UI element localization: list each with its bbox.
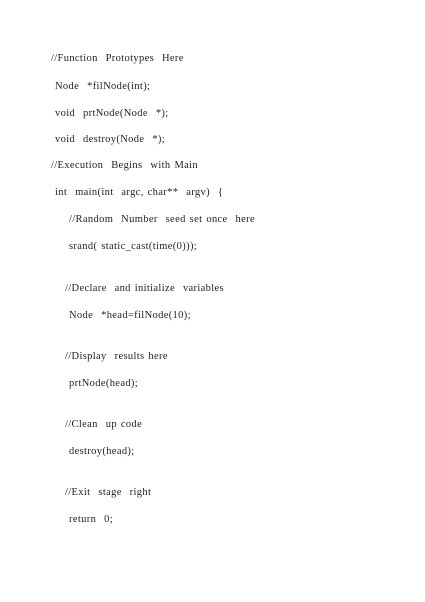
code-line: Node *head=filNode(10); xyxy=(69,310,191,321)
code-line: Node *filNode(int); xyxy=(55,81,151,92)
code-line: //Display results here xyxy=(65,351,168,362)
code-line: void destroy(Node *); xyxy=(55,134,166,145)
code-line: return 0; xyxy=(69,514,113,525)
code-line: //Clean up code xyxy=(65,419,143,430)
code-line: destroy(head); xyxy=(69,446,135,457)
code-line: //Exit stage right xyxy=(65,487,152,498)
code-line: prtNode(head); xyxy=(69,378,139,389)
code-line: //Execution Begins with Main xyxy=(51,160,199,171)
code-line: void prtNode(Node *); xyxy=(55,108,169,119)
code-line: //Function Prototypes Here xyxy=(51,53,184,64)
code-line: srand( static_cast(time(0))); xyxy=(69,241,198,252)
code-line: //Random Number seed set once here xyxy=(69,214,255,225)
code-line: int main(int argc, char** argv) { xyxy=(55,187,224,198)
code-line: //Declare and initialize variables xyxy=(65,283,224,294)
